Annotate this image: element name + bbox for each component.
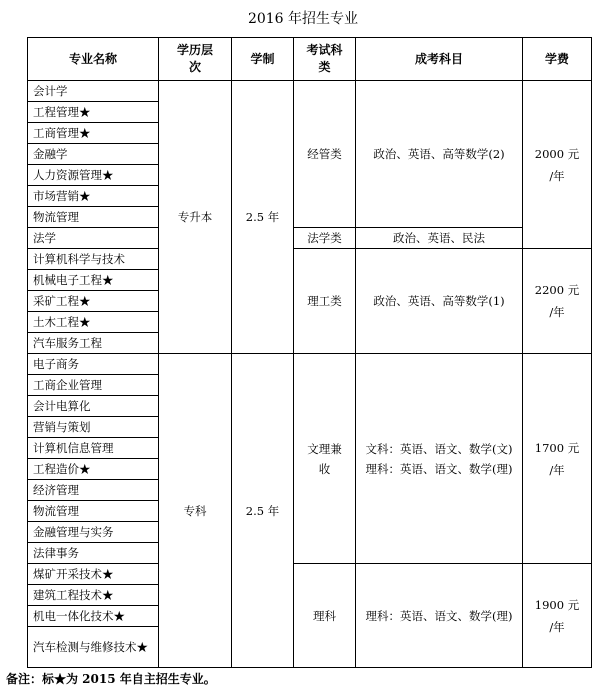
duration-cell: 2.5 年 [232, 354, 294, 668]
major-cell: 会计电算化 [28, 396, 159, 417]
category-cell: 经管类 [294, 81, 356, 228]
major-cell: 会计学 [28, 81, 159, 102]
major-cell: 工程管理★ [28, 102, 159, 123]
major-cell: 电子商务 [28, 354, 159, 375]
category-cell: 理工类 [294, 249, 356, 354]
major-cell: 金融学 [28, 144, 159, 165]
major-cell: 物流管理 [28, 501, 159, 522]
page-title: 2016 年招生专业 [247, 11, 359, 27]
table-row [28, 249, 592, 270]
major-cell: 土木工程★ [28, 312, 159, 333]
fee-unit: /年 [549, 462, 565, 477]
category-cell: 理科 [294, 564, 356, 668]
table-row [28, 354, 592, 375]
header-major: 专业名称 [28, 38, 159, 81]
category-cell: 法学类 [294, 228, 356, 249]
major-cell: 金融管理与实务 [28, 522, 159, 543]
major-cell: 市场营销★ [28, 186, 159, 207]
major-cell: 计算机科学与技术 [28, 249, 159, 270]
table-row [28, 81, 592, 102]
major-cell: 经济管理 [28, 480, 159, 501]
table-row [28, 228, 592, 249]
major-cell: 营销与策划 [28, 417, 159, 438]
fee-cell [523, 81, 592, 249]
major-cell: 机械电子工程★ [28, 270, 159, 291]
fee-unit: /年 [549, 619, 565, 634]
fee-amount: 1700 元 [534, 440, 580, 455]
header-level: 学历层次 [159, 38, 232, 81]
header-fee: 学费 [523, 38, 592, 81]
fee-unit: /年 [549, 168, 565, 183]
major-cell: 计算机信息管理 [28, 438, 159, 459]
major-cell: 建筑工程技术★ [28, 585, 159, 606]
category-cell [294, 354, 356, 564]
subjects-text: 理科：英语、语文、数学(理) [365, 608, 513, 623]
major-cell: 人力资源管理★ [28, 165, 159, 186]
fee-cell [523, 249, 592, 354]
header-duration: 学制 [232, 38, 294, 81]
admissions-table [27, 37, 592, 668]
subjects-text: 文科：英语、语文、数学(文) 理科：英语、语文、数学(理) [365, 441, 536, 476]
major-cell: 工商管理★ [28, 123, 159, 144]
duration-cell: 2.5 年 [232, 81, 294, 354]
major-cell: 工程造价★ [28, 459, 159, 480]
major-cell: 机电一体化技术★ [28, 606, 159, 627]
fee-amount: 1900 元 [534, 597, 580, 612]
fee-amount: 2200 元 [534, 283, 580, 297]
subjects-cell: 政治、英语、高等数学(2) [356, 81, 523, 228]
major-cell: 汽车服务工程 [28, 333, 159, 354]
major-cell: 物流管理 [28, 207, 159, 228]
footnote: 备注：标★为 2015 年自主招生专业。 [6, 672, 216, 686]
subjects-cell [356, 564, 523, 668]
major-cell: 煤矿开采技术★ [28, 564, 159, 585]
fee-unit: /年 [549, 305, 565, 319]
fee-cell [523, 354, 592, 564]
major-cell: 法学 [28, 228, 159, 249]
major-cell: 汽车检测与维修技术★ [28, 627, 159, 668]
major-cell: 法律事务 [28, 543, 159, 564]
header-row [28, 38, 592, 81]
subjects-cell: 政治、英语、民法 [356, 228, 523, 249]
category-text: 文理兼收 [307, 441, 342, 476]
subjects-cell: 政治、英语、高等数学(1) [356, 249, 523, 354]
table-row [28, 564, 592, 585]
level-cell: 专升本 [159, 81, 232, 354]
fee-amount: 2000 元 [534, 146, 580, 161]
fee-cell [523, 564, 592, 668]
header-subjects: 成考科目 [356, 38, 523, 81]
major-cell: 工商企业管理 [28, 375, 159, 396]
level-cell: 专科 [159, 354, 232, 668]
header-category: 考试科类 [294, 38, 356, 81]
subjects-cell [356, 354, 536, 564]
major-cell: 采矿工程★ [28, 291, 159, 312]
